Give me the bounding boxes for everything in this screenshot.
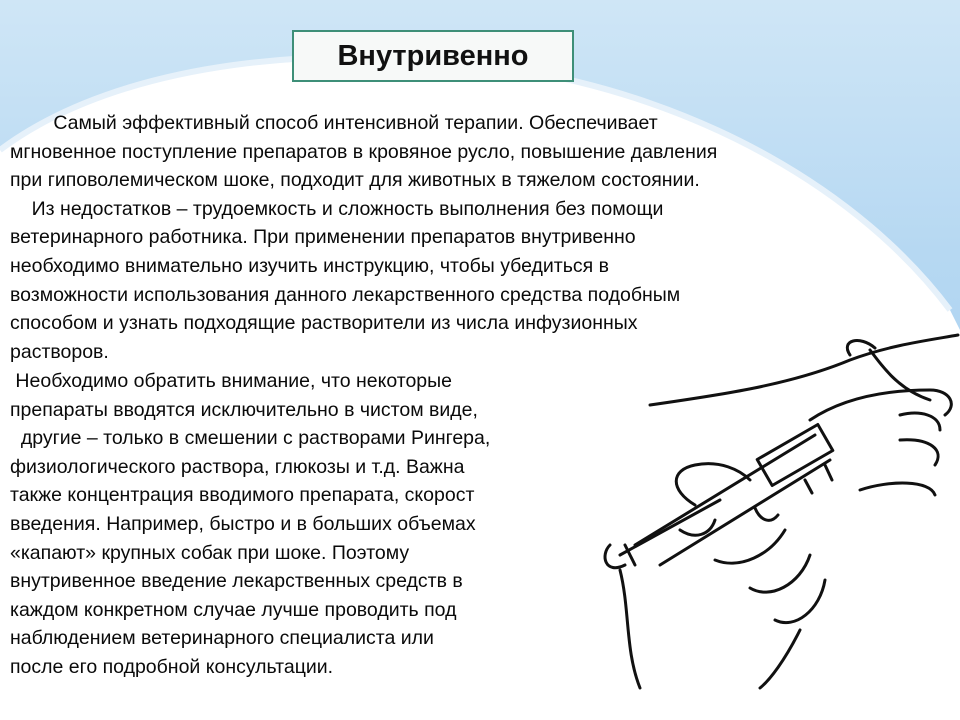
text-line: наблюдением ветеринарного специалиста или — [10, 627, 434, 650]
syringe-injection-illustration — [600, 330, 960, 690]
notes-text — [10, 367, 610, 682]
text-line: Самый эффективный способ интенсивной терапии. Обеспечивает — [10, 112, 658, 134]
text-line: каждом конкретном случае лучше проводить под — [10, 598, 457, 621]
text-line: возможности использования данного лекарственного средства подобным — [10, 283, 681, 306]
text-line: препараты вводятся исключительно в чистом виде, — [10, 398, 478, 421]
text-line: «капают» крупных собак при шоке. Поэтому — [10, 541, 410, 564]
text-line: внутривенное введение лекарственных средств в — [10, 570, 463, 593]
text-line: ветеринарного работника. При применении препаратов внутривенно — [10, 226, 636, 249]
text-line: растворов. — [10, 340, 109, 363]
text-line: также концентрация вводимого препарата, скорост — [10, 484, 475, 507]
text-line: при гиповолемическом шоке, подходит для животных в тяжелом состоянии. — [10, 169, 700, 192]
text-line: другие – только в смешении с растворами Рингера, — [10, 427, 491, 450]
text-line: введения. Например, быстро и в больших объемах — [10, 512, 476, 535]
text-line: Необходимо обратить внимание, что некоторые — [10, 370, 452, 392]
text-line: после его подробной консультации. — [10, 655, 334, 678]
slide-title: Внутривенно — [292, 30, 574, 82]
intro-text — [10, 109, 910, 366]
text-line: мгновенное поступление препаратов в кровяное русло, повышение давления — [10, 140, 718, 163]
text-line: Из недостатков – трудоемкость и сложность выполнения без помощи — [10, 197, 664, 220]
text-line: способом и узнать подходящие растворители из числа инфузионных — [10, 312, 638, 335]
text-line: необходимо внимательно изучить инструкцию, чтобы убедиться в — [10, 254, 609, 277]
text-line: физиологического раствора, глюкозы и т.д. Важна — [10, 455, 465, 478]
